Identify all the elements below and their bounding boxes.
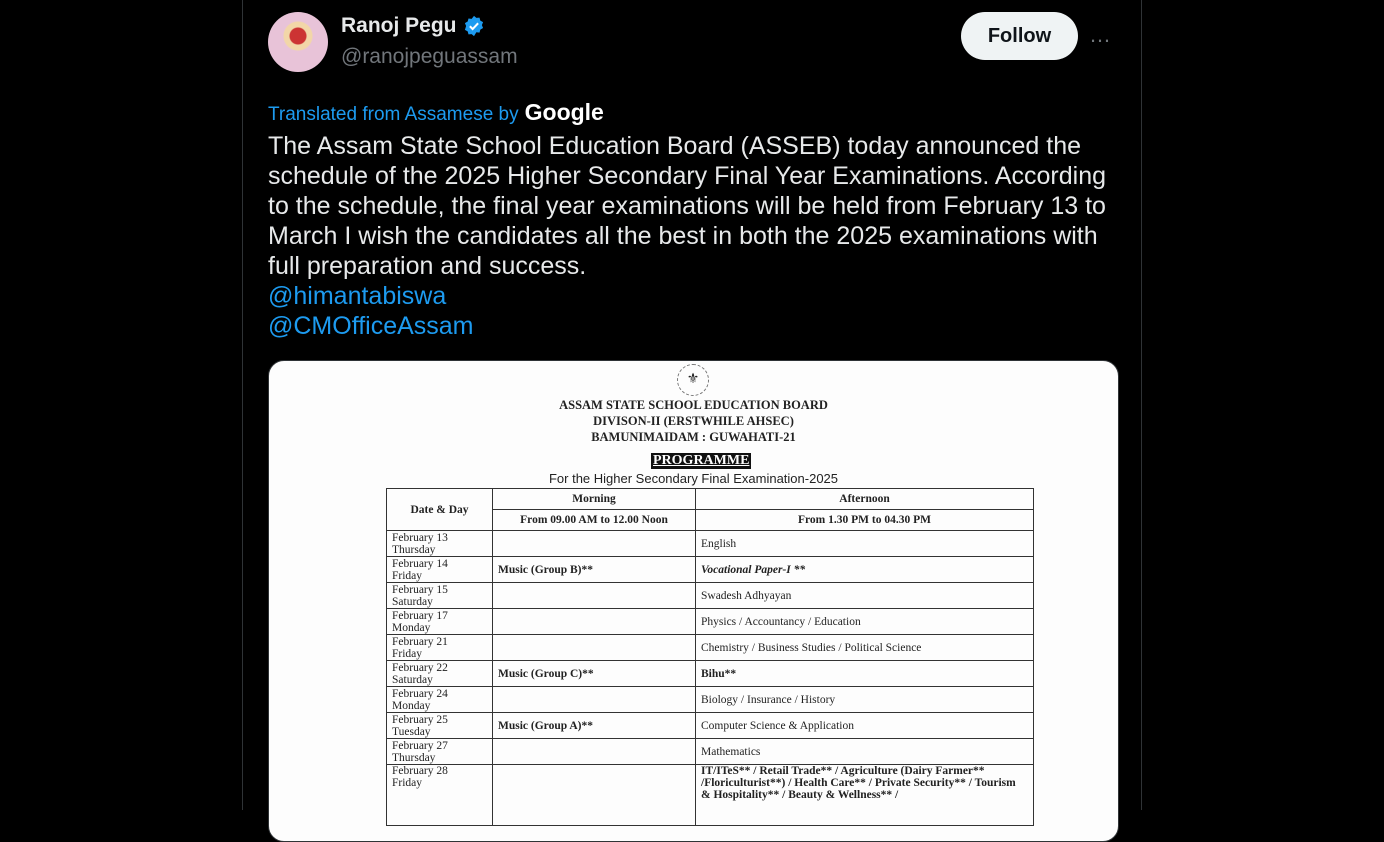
verified-badge-icon — [463, 15, 485, 37]
day: Monday — [392, 699, 431, 712]
morning-cell: Music (Group A)** — [493, 713, 696, 739]
morning-cell — [493, 765, 696, 826]
morning-cell — [493, 583, 696, 609]
tweet-text: The Assam State School Education Board (ASSEB) today announced the schedule of the 2025 Higher Secondary Final Year Examinations. According to the schedule, the final year examinations will be held from February 13 to March I wish the candidates all the best in both the 2025 examinations with full preparation and success. @himantabiswa @CMOfficeAssam — [268, 131, 1128, 341]
doc-header-line: DIVISON-II (ERSTWHILE AHSEC) — [593, 414, 794, 428]
date-cell — [387, 583, 493, 609]
morning-time: From 09.00 AM to 12.00 Noon — [493, 510, 696, 531]
programme-heading: PROGRAMME — [653, 453, 750, 468]
follow-button[interactable]: Follow — [961, 12, 1078, 60]
table-row — [387, 635, 1034, 661]
morning-cell — [493, 609, 696, 635]
afternoon-cell: Swadesh Adhyayan — [696, 583, 1034, 609]
mention-link[interactable]: @CMOfficeAssam — [268, 312, 474, 340]
date-cell — [387, 661, 493, 687]
schedule-table — [386, 488, 1034, 826]
afternoon-cell: Chemistry / Business Studies / Political Science — [696, 635, 1034, 661]
date: February 24 — [392, 687, 448, 700]
morning-cell — [493, 739, 696, 765]
date: February 17 — [392, 609, 448, 622]
translation-notice[interactable]: Translated from Assamese by Google — [268, 99, 604, 125]
date: February 22 — [392, 661, 448, 674]
mention-link[interactable]: @himantabiswa — [268, 282, 447, 310]
tweet-image[interactable] — [268, 360, 1119, 842]
afternoon-time: From 1.30 PM to 04.30 PM — [696, 510, 1034, 531]
table-row — [387, 739, 1034, 765]
date: February 21 — [392, 635, 448, 648]
table-row — [387, 557, 1034, 583]
doc-subtitle: For the Higher Secondary Final Examination-2025 — [548, 471, 839, 486]
author-handle[interactable]: @ranojpeguassam — [341, 45, 518, 68]
afternoon-cell: IT/ITeS** / Retail Trade** / Agriculture (Dairy Farmer** /Floriculturist**) / Health Care** / Private Security** / Tourism & Hospitality** / Beauty & Wellness** / — [696, 765, 1034, 826]
table-row — [387, 765, 1034, 826]
table-row — [387, 609, 1034, 635]
afternoon-cell: Bihu** — [696, 661, 1034, 687]
col-date: Date & Day — [387, 489, 493, 531]
date: February 14 — [392, 557, 448, 570]
day: Monday — [392, 621, 431, 634]
date-cell — [387, 557, 493, 583]
avatar[interactable] — [268, 12, 328, 72]
morning-cell — [493, 635, 696, 661]
date-cell — [387, 635, 493, 661]
table-row — [387, 531, 1034, 557]
date-cell — [387, 713, 493, 739]
morning-cell: Music (Group B)** — [493, 557, 696, 583]
exam-schedule-document — [269, 361, 1118, 841]
table-row — [387, 661, 1034, 687]
date-cell — [387, 739, 493, 765]
date-cell — [387, 687, 493, 713]
table-row — [387, 583, 1034, 609]
date-cell — [387, 765, 493, 826]
morning-cell — [493, 687, 696, 713]
date-cell — [387, 531, 493, 557]
date: February 27 — [392, 739, 448, 752]
morning-cell: Music (Group C)** — [493, 661, 696, 687]
day: Friday — [392, 647, 423, 660]
afternoon-cell: Mathematics — [696, 739, 1034, 765]
date: February 25 — [392, 713, 448, 726]
google-logo: Google — [524, 99, 604, 125]
day: Tuesday — [392, 725, 431, 738]
afternoon-cell: English — [696, 531, 1034, 557]
day: Friday — [392, 777, 423, 789]
tweet-column — [242, 0, 1142, 810]
author-name[interactable]: Ranoj Pegu — [341, 14, 485, 38]
table-row — [387, 713, 1034, 739]
morning-cell — [493, 531, 696, 557]
date: February 15 — [392, 583, 448, 596]
date-cell — [387, 609, 493, 635]
afternoon-cell: Vocational Paper-I ** — [696, 557, 1034, 583]
afternoon-cell: Computer Science & Application — [696, 713, 1034, 739]
doc-header-line: ASSAM STATE SCHOOL EDUCATION BOARD — [559, 398, 828, 412]
table-row — [387, 687, 1034, 713]
day: Saturday — [392, 673, 433, 686]
board-seal-icon: ⚜ — [677, 364, 709, 396]
day: Thursday — [392, 751, 436, 764]
col-morning: Morning — [493, 489, 696, 510]
afternoon-cell: Physics / Accountancy / Education — [696, 609, 1034, 635]
afternoon-cell: Biology / Insurance / History — [696, 687, 1034, 713]
col-afternoon: Afternoon — [696, 489, 1034, 510]
day: Thursday — [392, 543, 436, 556]
more-options-icon[interactable]: … — [1089, 22, 1112, 47]
doc-header-line: BAMUNIMAIDAM : GUWAHATI-21 — [591, 430, 796, 444]
day: Friday — [392, 569, 423, 582]
day: Saturday — [392, 595, 433, 608]
date: February 13 — [392, 531, 448, 544]
date: February 28 — [392, 765, 448, 777]
